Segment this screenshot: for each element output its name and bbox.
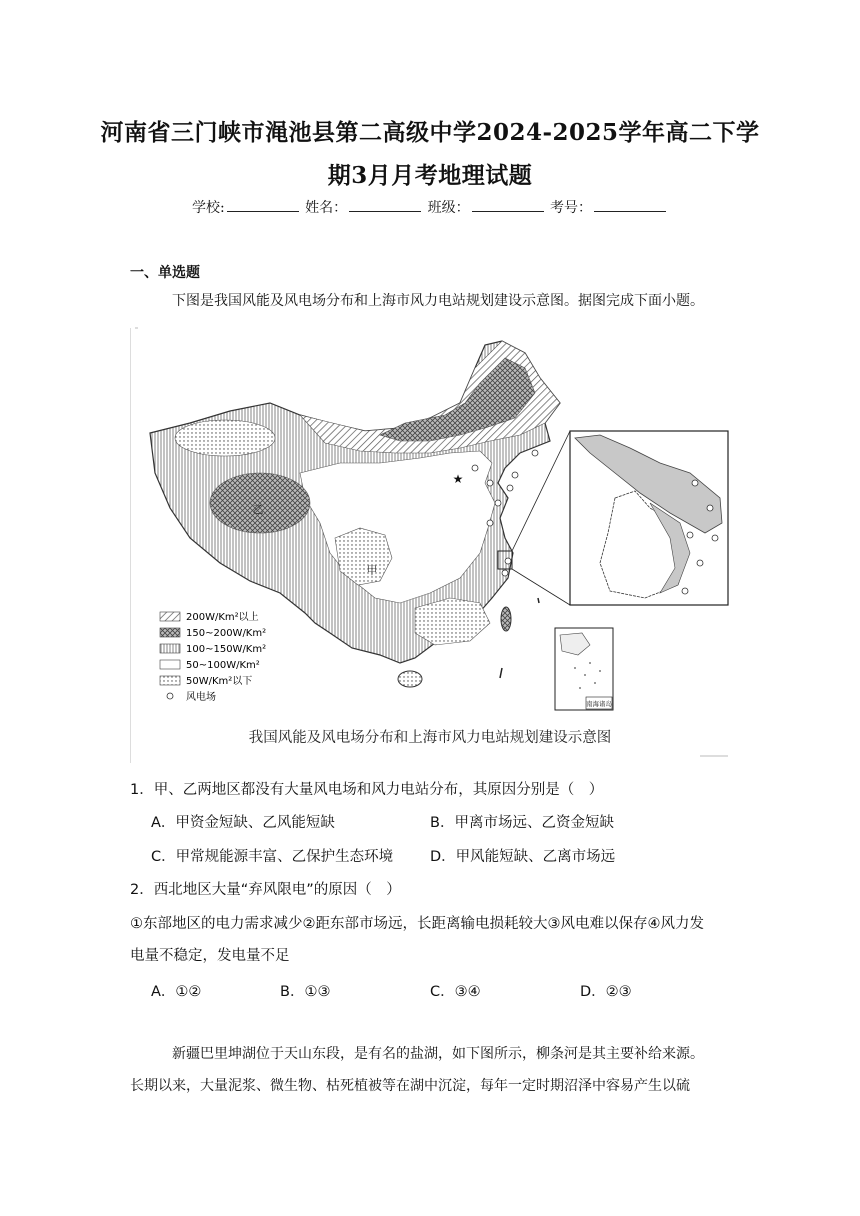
document-title-line2: 期3月月考地理试题: [327, 162, 533, 189]
exam-number-label: 考号：: [550, 200, 593, 216]
south-china-sea-inset: [555, 628, 613, 710]
zone-below-50-south: [415, 598, 490, 645]
shanghai-inset-map: [570, 431, 728, 605]
question-1-option-c[interactable]: C．甲常规能源丰富、乙保护生态环境: [151, 849, 394, 865]
legend-label-50-100: 50~100W/Km²: [186, 660, 260, 671]
beijing-star: ★: [452, 472, 464, 486]
question-2-stem-line2: ①东部地区的电力需求减少②距东部市场远，长距离输电损耗较大③风电难以保存④风力发: [130, 916, 704, 932]
zone-below-50-xinjiang-north: [175, 420, 275, 456]
wind-energy-map: [130, 323, 730, 763]
name-blank[interactable]: [349, 197, 421, 212]
section-title: 一、单选题: [130, 265, 200, 281]
intro-paragraph: 下图是我国风能及风电场分布和上海市风力电站规划建设示意图。据图完成下面小题。: [172, 293, 704, 309]
school-label: 学校:: [191, 200, 225, 216]
legend-label-150-200: 150~200W/Km²: [186, 628, 267, 639]
question-2-option-b[interactable]: B．①③: [280, 984, 331, 1000]
question-2-stem: 2．西北地区大量“弃风限电”的原因（ ）: [130, 882, 401, 898]
document-title-line1: 河南省三门峡市渑池县第二高级中学2024-2025学年高二下学: [100, 119, 760, 146]
school-blank[interactable]: [227, 197, 299, 212]
exam-number-blank[interactable]: [594, 197, 666, 212]
question-1-option-a[interactable]: A．甲资金短缺、乙风能短缺: [151, 815, 335, 831]
hainan-island: [398, 671, 422, 687]
south-china-sea-label: 南海诸岛: [586, 700, 612, 708]
legend-label-100-150: 100~150W/Km²: [186, 644, 267, 655]
question-1-option-d[interactable]: D．甲风能短缺、乙离市场远: [430, 849, 616, 865]
passage-2-line2: 长期以来，大量泥浆、微生物、枯死植被等在湖中沉淀，每年一定时期沼泽中容易产生以硫: [130, 1078, 690, 1094]
name-label: 姓名：: [305, 200, 348, 216]
label-jia: 甲: [366, 564, 378, 577]
passage-2-line1: 新疆巴里坤湖位于天山东段，是有名的盐湖，如下图所示，柳条河是其主要补给来源。: [172, 1046, 704, 1062]
figure-caption: 我国风能及风电场分布和上海市风力电站规划建设示意图: [248, 730, 612, 746]
student-info-line: [0, 197, 860, 217]
question-2-option-c[interactable]: C．③④: [430, 984, 481, 1000]
question-1-stem: 1．甲、乙两地区都没有大量风电场和风力电站分布，其原因分别是（ ）: [130, 782, 604, 798]
legend-label-below-50: 50W/Km²以下: [186, 676, 253, 687]
legend-label-wind-farm: 风电场: [186, 692, 216, 703]
question-1-option-b[interactable]: B．甲离市场远、乙资金短缺: [430, 815, 614, 831]
question-2-option-d[interactable]: D．②③: [580, 984, 632, 1000]
question-2-stem-line3: 电量不稳定，发电量不足: [130, 948, 290, 964]
class-blank[interactable]: [472, 197, 544, 212]
class-label: 班级：: [427, 200, 470, 216]
taiwan-island: [501, 607, 511, 631]
legend-label-200-above: 200W/Km²以上: [186, 612, 259, 623]
map-legend: [160, 610, 266, 703]
question-2-option-a[interactable]: A．①②: [151, 984, 202, 1000]
label-yi: 乙: [252, 503, 264, 516]
